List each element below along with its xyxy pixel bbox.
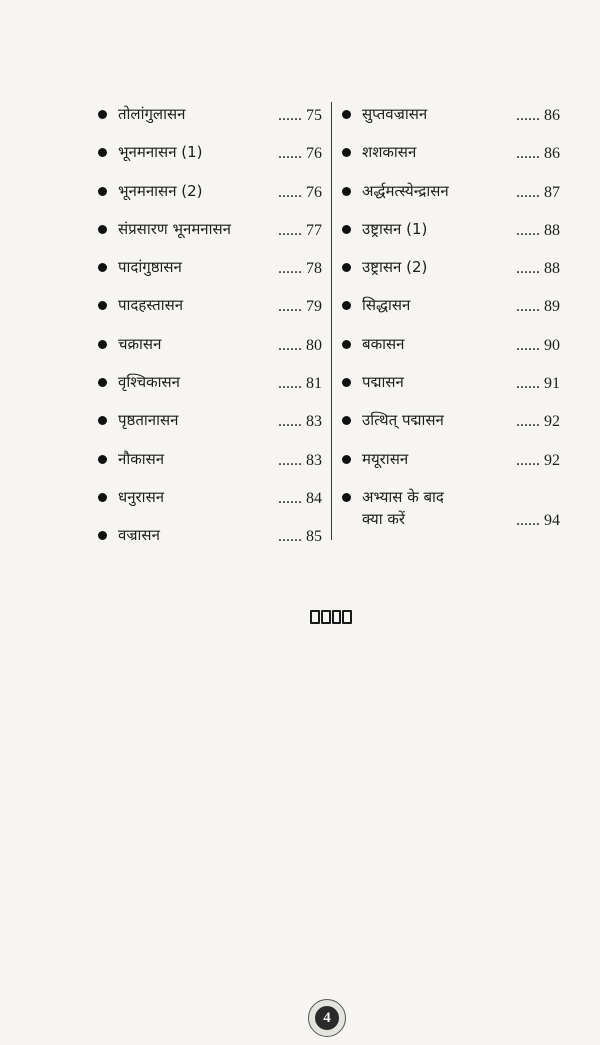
toc-left-column: [94, 98, 328, 558]
section-end-ornament: [310, 610, 352, 624]
entry-page: ...... 88: [516, 221, 560, 239]
toc-entry: [338, 328, 566, 366]
entry-title: वृश्चिकासन: [118, 373, 180, 392]
entry-title: पादहस्तासन: [118, 296, 184, 315]
toc-entry: [94, 251, 328, 289]
entry-page: ...... 80: [278, 336, 322, 354]
bullet-icon: [98, 301, 107, 310]
entry-title-line2: क्या करें: [362, 509, 406, 528]
entry-title: वज्रासन: [118, 526, 160, 545]
entry-page: ...... 79: [278, 298, 322, 316]
page-number: 4: [315, 1006, 339, 1030]
toc-entry: [94, 404, 328, 442]
toc-entry: [338, 289, 566, 327]
bullet-icon: [342, 493, 351, 502]
entry-title: शशकासन: [362, 143, 417, 162]
entry-title: पद्मासन: [362, 373, 404, 392]
entry-title: धनुरासन: [118, 487, 165, 506]
bullet-icon: [342, 416, 351, 425]
entry-page: ...... 83: [278, 413, 322, 431]
toc-entry: [94, 328, 328, 366]
entry-title: सिद्धासन: [362, 296, 411, 315]
entry-title: चक्रासन: [118, 334, 162, 353]
toc-entry: [338, 213, 566, 251]
entry-title: भूनमनासन (2): [118, 181, 203, 200]
toc-entry: [94, 481, 328, 519]
ornament-box-icon: [342, 610, 352, 624]
entry-page: ...... 86: [516, 145, 560, 163]
entry-page: ...... 90: [516, 336, 560, 354]
bullet-icon: [98, 416, 107, 425]
bullet-icon: [98, 110, 107, 119]
toc-entry: [94, 136, 328, 174]
entry-page: ...... 86: [516, 107, 560, 124]
bullet-icon: [98, 340, 107, 349]
toc-entry: [94, 175, 328, 213]
entry-page: ...... 87: [516, 183, 560, 201]
toc-entry: [94, 443, 328, 481]
toc-entry: [338, 251, 566, 289]
bullet-icon: [342, 263, 351, 272]
bullet-icon: [98, 263, 107, 272]
page-number-badge: [308, 999, 346, 1037]
bullet-icon: [342, 110, 351, 119]
toc-entry: [338, 443, 566, 481]
entry-title: उत्थित् पद्मासन: [362, 411, 444, 430]
entry-page: ...... 89: [516, 298, 560, 316]
toc-entry: [94, 366, 328, 404]
toc-entry: [338, 366, 566, 404]
entry-title: उष्ट्रासन (2): [362, 258, 428, 277]
entry-page: ...... 92: [516, 413, 560, 431]
bullet-icon: [342, 378, 351, 387]
entry-page: ...... 81: [278, 375, 322, 393]
bullet-icon: [342, 187, 351, 196]
bullet-icon: [98, 455, 107, 464]
toc-entry: [94, 519, 328, 557]
toc-entry: [338, 175, 566, 213]
entry-title: बकासन: [362, 334, 405, 353]
entry-title: मयूरासन: [362, 449, 409, 468]
toc-entry: [94, 98, 328, 136]
entry-page: ...... 76: [278, 145, 322, 163]
entry-page: ...... 94: [516, 511, 560, 529]
bullet-icon: [98, 148, 107, 157]
entry-page: ...... 75: [278, 107, 322, 124]
bullet-icon: [342, 225, 351, 234]
toc-entry: [94, 289, 328, 327]
entry-title: नौकासन: [118, 449, 165, 468]
column-divider: [331, 102, 332, 540]
toc-right-column: [338, 98, 566, 541]
ornament-box-icon: [310, 610, 320, 624]
bullet-icon: [342, 340, 351, 349]
bullet-icon: [342, 148, 351, 157]
entry-page: ...... 88: [516, 260, 560, 278]
bullet-icon: [98, 225, 107, 234]
entry-title-line1: अभ्यास के बाद: [362, 487, 444, 506]
entry-title: तोलांगुलासन: [118, 105, 186, 123]
toc-entry: [338, 404, 566, 442]
bullet-icon: [342, 301, 351, 310]
entry-page: ...... 77: [278, 221, 322, 239]
bullet-icon: [98, 378, 107, 387]
entry-page: ...... 76: [278, 183, 322, 201]
entry-page: ...... 92: [516, 451, 560, 469]
entry-page: ...... 91: [516, 375, 560, 393]
ornament-box-icon: [321, 610, 331, 624]
ornament-box-icon: [332, 610, 342, 624]
bullet-icon: [98, 187, 107, 196]
entry-title: भूनमनासन (1): [118, 143, 203, 162]
entry-page: ...... 78: [278, 260, 322, 278]
entry-page: ...... 85: [278, 528, 322, 546]
entry-page: ...... 83: [278, 451, 322, 469]
toc-entry: [338, 481, 566, 541]
toc-entry: [338, 98, 566, 136]
toc-entry: [94, 213, 328, 251]
entry-title: पादांगुष्ठासन: [118, 258, 182, 277]
entry-title: पृष्ठतानासन: [118, 411, 179, 430]
entry-title: अर्द्धमत्स्येन्द्रासन: [362, 181, 449, 200]
bullet-icon: [98, 493, 107, 502]
entry-title: संप्रसारण भूनमनासन: [118, 219, 231, 238]
bullet-icon: [342, 455, 351, 464]
entry-title: उष्ट्रासन (1): [362, 219, 428, 238]
bullet-icon: [98, 531, 107, 540]
entry-title: सुप्तवज्रासन: [362, 105, 428, 123]
toc-entry: [338, 136, 566, 174]
entry-page: ...... 84: [278, 489, 322, 507]
